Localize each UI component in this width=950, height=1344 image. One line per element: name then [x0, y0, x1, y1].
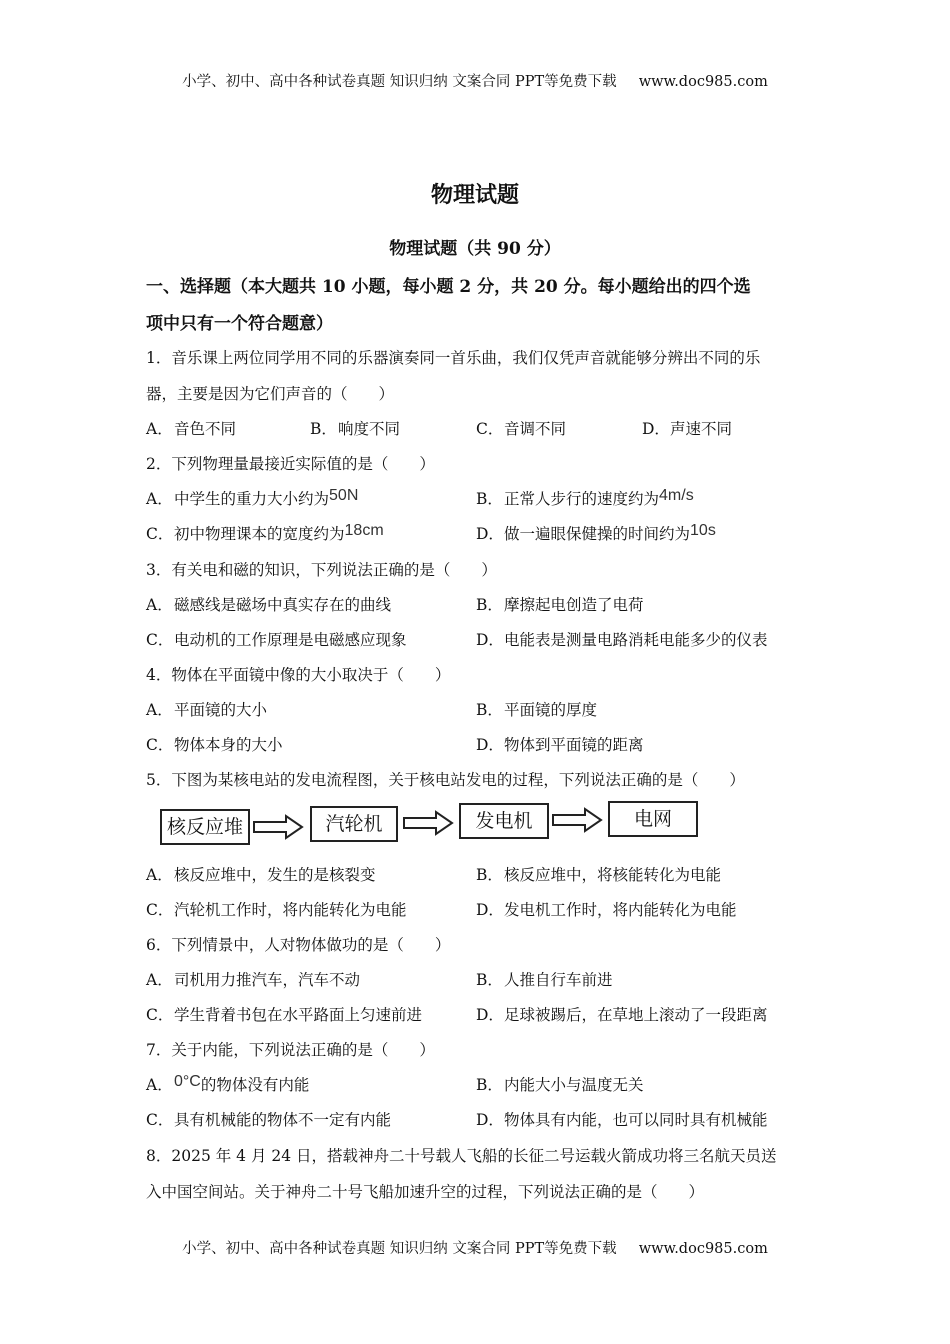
option-text: 的物体没有内能 [200, 1076, 310, 1094]
option-unit: 50N [329, 487, 359, 504]
page-footer [0, 1237, 950, 1258]
flow-box-generator: 发电机 [459, 803, 549, 839]
page-header [0, 70, 950, 91]
option-label: C． [476, 420, 504, 438]
q6-option-b [476, 968, 613, 990]
option-label: A． [146, 1076, 173, 1094]
q2-stem: 2．下列物理量最接近实际值的是（ ） [146, 455, 435, 473]
option-label: C． [146, 631, 174, 649]
option-label: C． [146, 1006, 174, 1024]
flow-box-grid: 电网 [608, 801, 698, 837]
q5-option-a [146, 863, 376, 885]
q2-option-a [146, 487, 358, 509]
option-text: 做一遍眼保健操的时间约为 [504, 525, 691, 543]
option-unit: 0°C [174, 1073, 201, 1090]
q4-option-c [146, 733, 283, 755]
q1-option-b [310, 417, 400, 439]
q7-stem: 7．关于内能，下列说法正确的是（ ） [146, 1041, 435, 1059]
option-unit: 10s [690, 522, 716, 539]
option-label: B． [476, 866, 503, 884]
q4-option-b [476, 698, 597, 720]
q2-option-c [146, 522, 384, 544]
page-title: 物理试题 [430, 182, 519, 208]
footer-url[interactable]: www.doc985.com [638, 1241, 768, 1257]
q3-stem: 3．有关电和磁的知识，下列说法正确的是（ ） [146, 561, 497, 579]
q7-option-c [146, 1108, 391, 1130]
option-text: 司机用力推汽车，汽车不动 [174, 971, 361, 989]
flow-box-reactor: 核反应堆 [160, 809, 250, 845]
q1-option-d [642, 417, 732, 439]
option-label: A． [146, 420, 173, 438]
option-text: 音调不同 [504, 420, 567, 438]
option-text: 摩擦起电创造了电荷 [504, 596, 644, 614]
option-text: 具有机械能的物体不一定有内能 [174, 1111, 392, 1129]
q5-option-d [476, 898, 737, 920]
q6-option-a [146, 968, 360, 990]
option-text: 发电机工作时，将内能转化为电能 [504, 901, 737, 919]
option-label: C． [146, 525, 174, 543]
q6-stem: 6．下列情景中，人对物体做功的是（ ） [146, 936, 451, 954]
q6-option-d [476, 1003, 768, 1025]
q3-option-d [476, 628, 768, 650]
option-label: B． [476, 701, 503, 719]
option-text: 核反应堆中，发生的是核裂变 [174, 866, 376, 884]
option-text: 音色不同 [174, 420, 237, 438]
option-label: B． [310, 420, 337, 438]
q8-stem-line2: 入中国空间站。关于神舟二十号飞船加速升空的过程，下列说法正确的是（ ） [146, 1183, 705, 1201]
option-text: 物体具有内能，也可以同时具有机械能 [504, 1111, 768, 1129]
option-text: 内能大小与温度无关 [504, 1076, 644, 1094]
option-text: 汽轮机工作时，将内能转化为电能 [174, 901, 407, 919]
option-label: A． [146, 596, 173, 614]
option-text: 物体到平面镜的距离 [504, 736, 644, 754]
q8-stem-line1: 8．2025 年 4 月 24 日，搭载神舟二十号载人飞船的长征二号运载火箭成功将三名航天员送 [146, 1147, 777, 1165]
flow-box-turbine: 汽轮机 [310, 806, 398, 842]
option-label: D． [476, 901, 504, 919]
option-text: 平面镜的厚度 [504, 701, 598, 719]
flow-arrow-2 [402, 810, 454, 836]
option-text: 正常人步行的速度约为 [504, 490, 660, 508]
option-text: 响度不同 [338, 420, 401, 438]
q1-option-c [476, 417, 566, 439]
flow-arrow-1 [252, 814, 304, 840]
option-label: B． [476, 596, 503, 614]
flow-arrow-3 [551, 807, 603, 833]
q3-option-b [476, 593, 644, 615]
q3-option-a [146, 593, 391, 615]
option-label: A． [146, 490, 173, 508]
option-label: A． [146, 866, 173, 884]
option-label: A． [146, 971, 173, 989]
option-text: 核反应堆中，将核能转化为电能 [504, 866, 722, 884]
q1-stem-line2: 器，主要是因为它们声音的（ ） [146, 385, 395, 403]
section-heading-line2: 项中只有一个符合题意） [146, 314, 333, 334]
option-text: 声速不同 [670, 420, 733, 438]
option-label: D． [476, 525, 504, 543]
q4-stem: 4．物体在平面镜中像的大小取决于（ ） [146, 666, 451, 684]
option-label: D． [642, 420, 670, 438]
option-label: D． [476, 736, 504, 754]
q7-option-b [476, 1073, 644, 1095]
q3-option-c [146, 628, 407, 650]
q4-option-d [476, 733, 644, 755]
option-label: A． [146, 701, 173, 719]
q4-option-a [146, 698, 267, 720]
q1-option-a [146, 417, 236, 439]
option-label: D． [476, 631, 504, 649]
q7-option-d [476, 1108, 768, 1130]
option-text: 足球被踢后，在草地上滚动了一段距离 [504, 1006, 768, 1024]
q2-option-d [476, 522, 716, 544]
option-label: C． [146, 1111, 174, 1129]
q2-option-b [476, 487, 694, 509]
option-label: C． [146, 901, 174, 919]
option-text: 电动机的工作原理是电磁感应现象 [174, 631, 407, 649]
option-text: 物体本身的大小 [174, 736, 283, 754]
option-text: 初中物理课本的宽度约为 [174, 525, 345, 543]
q1-stem-line1: 1．音乐课上两位同学用不同的乐器演奏同一首乐曲，我们仅凭声音就能够分辨出不同的乐 [146, 349, 761, 367]
option-text: 磁感线是磁场中真实存在的曲线 [174, 596, 392, 614]
option-text: 平面镜的大小 [174, 701, 268, 719]
option-text: 学生背着书包在水平路面上匀速前进 [174, 1006, 423, 1024]
option-text: 中学生的重力大小约为 [174, 490, 330, 508]
option-label: D． [476, 1111, 504, 1129]
option-label: D． [476, 1006, 504, 1024]
q5-stem: 5．下图为某核电站的发电流程图，关于核电站发电的过程，下列说法正确的是（ ） [146, 771, 745, 789]
option-label: B． [476, 971, 503, 989]
option-label: B． [476, 1076, 503, 1094]
option-label: C． [146, 736, 174, 754]
option-text: 电能表是测量电路消耗电能多少的仪表 [504, 631, 768, 649]
q5-option-c [146, 898, 407, 920]
option-label: B． [476, 490, 503, 508]
q7-option-a [146, 1073, 309, 1095]
option-text: 人推自行车前进 [504, 971, 613, 989]
option-unit: 4m/s [659, 487, 694, 504]
footer-text: 小学、初中、高中各种试卷真题 知识归纳 文案合同 PPT等免费下载 [182, 1241, 617, 1257]
q5-option-b [476, 863, 721, 885]
header-url[interactable]: www.doc985.com [638, 74, 768, 90]
section-heading-line1: 一、选择题（本大题共 10 小题，每小题 2 分，共 20 分。每小题给出的四个选 [146, 277, 751, 297]
option-unit: 18cm [344, 522, 384, 539]
header-text: 小学、初中、高中各种试卷真题 知识归纳 文案合同 PPT等免费下载 [182, 74, 617, 90]
q6-option-c [146, 1003, 422, 1025]
page-subtitle: 物理试题（共 90 分） [389, 239, 561, 259]
